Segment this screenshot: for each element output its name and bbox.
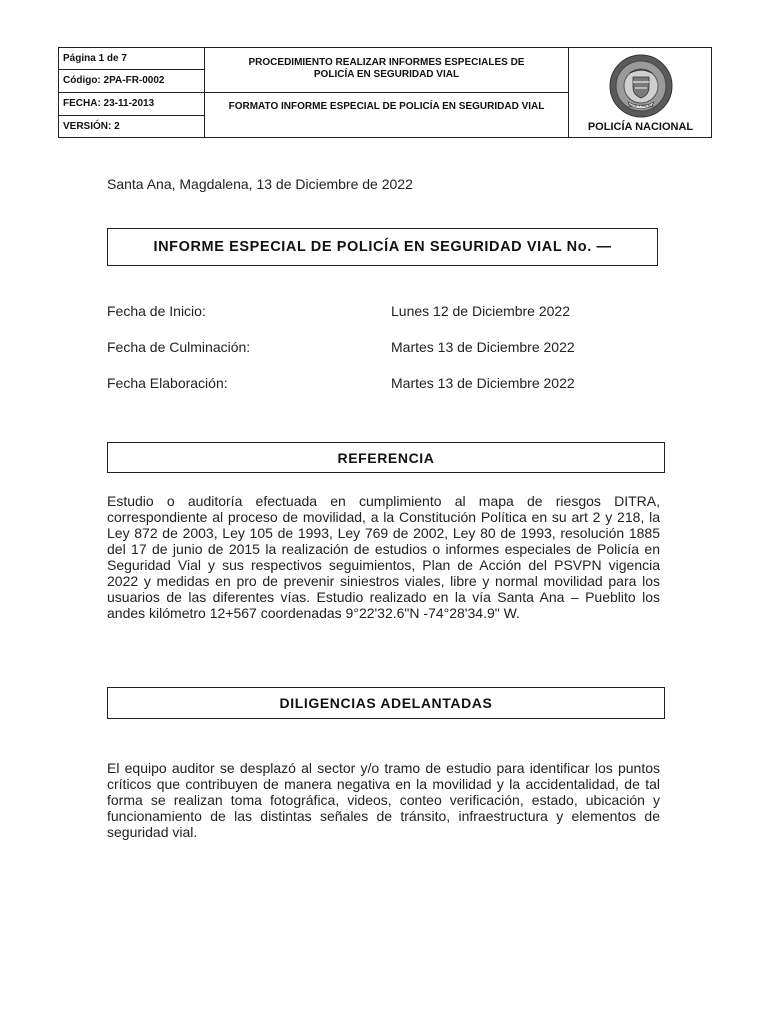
date-label-elaboration: Fecha Elaboración:	[107, 375, 228, 391]
report-title: INFORME ESPECIAL DE POLICÍA EN SEGURIDAD VIAL No. —	[153, 239, 612, 255]
seal-ribbon-text: DIOS Y PATRIA	[628, 104, 654, 108]
date-value-start: Lunes 12 de Diciembre 2022	[391, 303, 571, 319]
place-date: Santa Ana, Magdalena, 13 de Diciembre de 2022	[107, 176, 413, 192]
document-date: FECHA: 23-11-2013	[63, 98, 155, 109]
header-divider	[59, 69, 204, 70]
header-divider	[59, 92, 568, 93]
header-table	[58, 47, 712, 138]
procedure-title: PROCEDIMIENTO REALIZAR INFORMES ESPECIALES DE POLICÍA EN SEGURIDAD VIAL	[248, 57, 525, 80]
date-value-end: Martes 13 de Diciembre 2022	[391, 339, 575, 355]
page-number: Página 1 de 7	[63, 53, 127, 64]
section-heading-box	[107, 687, 665, 719]
document-code: Código: 2PA-FR-0002	[63, 75, 165, 86]
section-heading-reference: REFERENCIA	[337, 449, 435, 466]
section-heading-diligences: DILIGENCIAS ADELANTADAS	[279, 695, 493, 711]
section-heading-box	[107, 442, 665, 473]
institution-name: POLICÍA NACIONAL	[587, 121, 694, 133]
report-title-box	[107, 228, 658, 266]
header-divider	[59, 115, 204, 116]
date-label-end: Fecha de Culminación:	[107, 339, 251, 355]
date-value-elaboration: Martes 13 de Diciembre 2022	[391, 375, 575, 391]
diligences-paragraph: El equipo auditor se desplazó al sector y/o tramo de estudio para identificar los puntos críticos que contribuyen de manera negativa en la movilidad y la accidentalidad, de tal forma se realizan toma fotográfica, videos, conteo verificación, estado, ubicación y funcionamiento de las distintas señales de tránsito, infraestructura y elementos de seguridad vial.	[107, 760, 660, 840]
reference-paragraph: Estudio o auditoría efectuada en cumplimiento al mapa de riesgos DITRA, correspondiente al proceso de movilidad, a la Constitución Política en su art 2 y 218, la Ley 872 de 2003, Ley 105 de 1993, Ley 769 de 2002, Ley 80 de 1993, resolución 1885 del 17 de junio de 2015 la realización de estudios o informes especiales de Policía en Seguridad Vial y sus respectivos seguimientos, Plan de Acción del PSVPN vigencia 2022 y medidas en pro de prevenir siniestros viales, libre y normal movilidad para los usuarios de las diferentes vías. Estudio realizado en la vía Santa Ana – Pueblito los andes kilómetro 12+567 coordenadas 9°22'32.6"N -74°28'34.9" W.	[107, 493, 660, 621]
date-label-start: Fecha de Inicio:	[107, 303, 206, 319]
format-title: FORMATO INFORME ESPECIAL DE POLICÍA EN SEGURIDAD VIAL	[228, 101, 545, 112]
document-version: VERSIÓN: 2	[63, 121, 120, 132]
police-seal-icon	[608, 53, 674, 119]
